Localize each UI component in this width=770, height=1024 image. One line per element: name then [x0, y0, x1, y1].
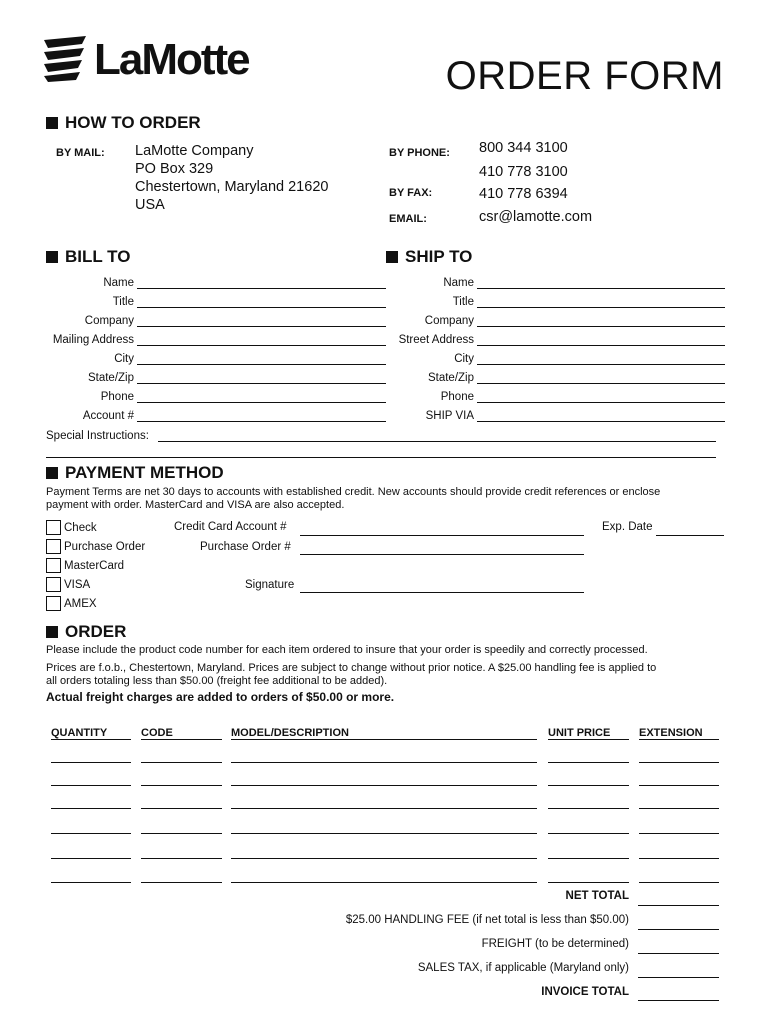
order-line-description-input[interactable]	[231, 808, 537, 809]
payment-method-heading: PAYMENT METHOD	[46, 463, 224, 483]
col-extension-underline	[639, 739, 719, 740]
bill-company-input[interactable]	[137, 313, 386, 327]
bill-city-input[interactable]	[137, 351, 386, 365]
special-instructions-input-2[interactable]	[46, 457, 716, 458]
payment-terms: Payment Terms are net 30 days to accounts with established credit. New accounts should provide credit references or enclose payment with order. MasterCard and VISA are also accepted.	[46, 486, 661, 511]
col-unit-price: UNIT PRICE	[548, 727, 611, 739]
ship-via-input[interactable]	[477, 408, 725, 422]
bill-address-input[interactable]	[137, 332, 386, 346]
mail-label: BY MAIL:	[56, 147, 105, 159]
bullet-square-icon	[46, 467, 58, 479]
special-instructions-input-1[interactable]	[158, 441, 716, 442]
signature-label: Signature	[245, 579, 295, 591]
order-line-description-input[interactable]	[231, 882, 537, 883]
bill-address-row: Mailing Address	[44, 327, 386, 346]
order-line-code-input[interactable]	[141, 858, 222, 859]
bill-name-input[interactable]	[137, 275, 386, 289]
order-line-description-input[interactable]	[231, 858, 537, 859]
ship-via-row: SHIP VIA	[386, 403, 725, 422]
order-line-code-input[interactable]	[141, 833, 222, 834]
ship-address-row: Street Address	[386, 327, 725, 346]
ship-name-input[interactable]	[477, 275, 725, 289]
lamotte-logo	[42, 34, 282, 86]
order-line-quantity-input[interactable]	[51, 858, 131, 859]
order-line-quantity-input[interactable]	[51, 785, 131, 786]
order-line-description-input[interactable]	[231, 785, 537, 786]
phone-2: 410 778 3100	[479, 164, 568, 180]
sales-tax-label: SALES TAX, if applicable (Maryland only)	[417, 962, 629, 974]
ship-city-input[interactable]	[477, 351, 725, 365]
payment-option-visa[interactable]: VISA	[46, 575, 145, 594]
logo-text: LaMotte	[94, 35, 249, 84]
bill-to-heading: BILL TO	[46, 247, 131, 267]
order-line-unit-price-input[interactable]	[548, 808, 629, 809]
handling-fee-label: $25.00 HANDLING FEE (if net total is less than $50.00)	[345, 914, 629, 926]
order-line-quantity-input[interactable]	[51, 808, 131, 809]
bullet-square-icon	[46, 117, 58, 129]
bullet-square-icon	[386, 251, 398, 263]
order-note-3: Actual freight charges are added to orders of $50.00 or more.	[46, 690, 395, 704]
order-line-quantity-input[interactable]	[51, 762, 131, 763]
bill-city-row: City	[44, 346, 386, 365]
how-to-order-heading: HOW TO ORDER	[46, 113, 201, 133]
order-line-extension-input[interactable]	[639, 762, 719, 763]
exp-date-label: Exp. Date	[602, 521, 653, 533]
order-line-unit-price-input[interactable]	[548, 882, 629, 883]
order-line-quantity-input[interactable]	[51, 833, 131, 834]
order-line-code-input[interactable]	[141, 808, 222, 809]
order-line-unit-price-input[interactable]	[548, 785, 629, 786]
phone-1: 800 344 3100	[479, 140, 568, 156]
order-line-quantity-input[interactable]	[51, 882, 131, 883]
ship-statezip-input[interactable]	[477, 370, 725, 384]
order-note-1: Please include the product code number for each item ordered to insure that your order is speedily and correctly processed.	[46, 644, 648, 656]
bill-name-row: Name	[44, 270, 386, 289]
ship-phone-row: Phone	[386, 384, 725, 403]
bullet-square-icon	[46, 251, 58, 263]
bill-title-input[interactable]	[137, 294, 386, 308]
special-instructions-label: Special Instructions:	[46, 430, 149, 442]
ship-to-heading: SHIP TO	[386, 247, 472, 267]
col-code-underline	[141, 739, 222, 740]
col-description: MODEL/DESCRIPTION	[231, 727, 349, 739]
col-quantity-underline	[51, 739, 131, 740]
ship-company-input[interactable]	[477, 313, 725, 327]
net-total-label: NET TOTAL	[565, 890, 629, 902]
ship-address-input[interactable]	[477, 332, 725, 346]
email-address: csr@lamotte.com	[479, 209, 593, 225]
bill-statezip-row: State/Zip	[44, 365, 386, 384]
checkbox[interactable]	[46, 558, 61, 573]
order-line-extension-input[interactable]	[639, 808, 719, 809]
phone-label: BY PHONE:	[389, 147, 450, 159]
order-line-unit-price-input[interactable]	[548, 858, 629, 859]
fax-label: BY FAX:	[389, 187, 433, 199]
col-description-underline	[231, 739, 537, 740]
fax-number: 410 778 6394	[479, 186, 568, 202]
checkbox[interactable]	[46, 539, 61, 554]
page-title: ORDER FORM	[445, 54, 724, 98]
freight-label: FREIGHT (to be determined)	[481, 938, 629, 950]
payment-option-check[interactable]: Check	[46, 518, 145, 537]
bill-phone-row: Phone	[44, 384, 386, 403]
payment-option-po[interactable]: Purchase Order	[46, 537, 145, 556]
po-input[interactable]	[300, 554, 584, 555]
order-line-extension-input[interactable]	[639, 785, 719, 786]
checkbox[interactable]	[46, 577, 61, 592]
col-unit-price-underline	[548, 739, 629, 740]
checkbox[interactable]	[46, 520, 61, 535]
checkbox[interactable]	[46, 596, 61, 611]
payment-option-mastercard[interactable]: MasterCard	[46, 556, 145, 575]
order-line-description-input[interactable]	[231, 762, 537, 763]
payment-options	[46, 518, 145, 613]
wave-logo-icon	[42, 34, 92, 84]
ship-title-row: Title	[386, 289, 725, 308]
ship-statezip-row: State/Zip	[386, 365, 725, 384]
ship-title-input[interactable]	[477, 294, 725, 308]
handling-fee-input[interactable]	[638, 929, 719, 930]
credit-card-label: Credit Card Account #	[174, 521, 287, 533]
exp-date-input[interactable]	[656, 535, 724, 536]
sales-tax-input[interactable]	[638, 977, 719, 978]
bill-statezip-input[interactable]	[137, 370, 386, 384]
order-line-code-input[interactable]	[141, 882, 222, 883]
invoice-total-label: INVOICE TOTAL	[541, 986, 629, 998]
po-label: Purchase Order #	[200, 541, 291, 553]
bill-account-input[interactable]	[137, 408, 386, 422]
bill-title-row: Title	[44, 289, 386, 308]
col-extension: EXTENSION	[639, 727, 703, 739]
order-line-unit-price-input[interactable]	[548, 762, 629, 763]
invoice-total-input[interactable]	[638, 1000, 719, 1001]
ship-name-row: Name	[386, 270, 725, 289]
order-line-extension-input[interactable]	[639, 833, 719, 834]
col-code: CODE	[141, 727, 173, 739]
order-line-description-input[interactable]	[231, 833, 537, 834]
order-line-unit-price-input[interactable]	[548, 833, 629, 834]
ship-phone-input[interactable]	[477, 389, 725, 403]
mail-address: LaMotte Company PO Box 329 Chestertown, Maryland 21620 USA	[135, 143, 329, 213]
email-label: EMAIL:	[389, 213, 427, 225]
freight-input[interactable]	[638, 953, 719, 954]
signature-input[interactable]	[300, 592, 584, 593]
ship-to-fields	[386, 270, 725, 422]
bill-account-row: Account #	[44, 403, 386, 422]
order-heading: ORDER	[46, 622, 126, 642]
ship-company-row: Company	[386, 308, 725, 327]
bullet-square-icon	[46, 626, 58, 638]
bill-company-row: Company	[44, 308, 386, 327]
net-total-input[interactable]	[638, 905, 719, 906]
payment-option-amex[interactable]: AMEX	[46, 594, 145, 613]
order-line-code-input[interactable]	[141, 762, 222, 763]
order-line-extension-input[interactable]	[639, 882, 719, 883]
bill-phone-input[interactable]	[137, 389, 386, 403]
col-quantity: QUANTITY	[51, 727, 108, 739]
order-line-code-input[interactable]	[141, 785, 222, 786]
credit-card-input[interactable]	[300, 535, 584, 536]
order-note-2: Prices are f.o.b., Chestertown, Maryland. Prices are subject to change without prior notice. A $25.00 handling fee is applied to all orders totaling less than $50.00 (freight fee additional to be added).	[46, 662, 657, 687]
order-line-extension-input[interactable]	[639, 858, 719, 859]
bill-to-fields	[44, 270, 386, 422]
ship-city-row: City	[386, 346, 725, 365]
